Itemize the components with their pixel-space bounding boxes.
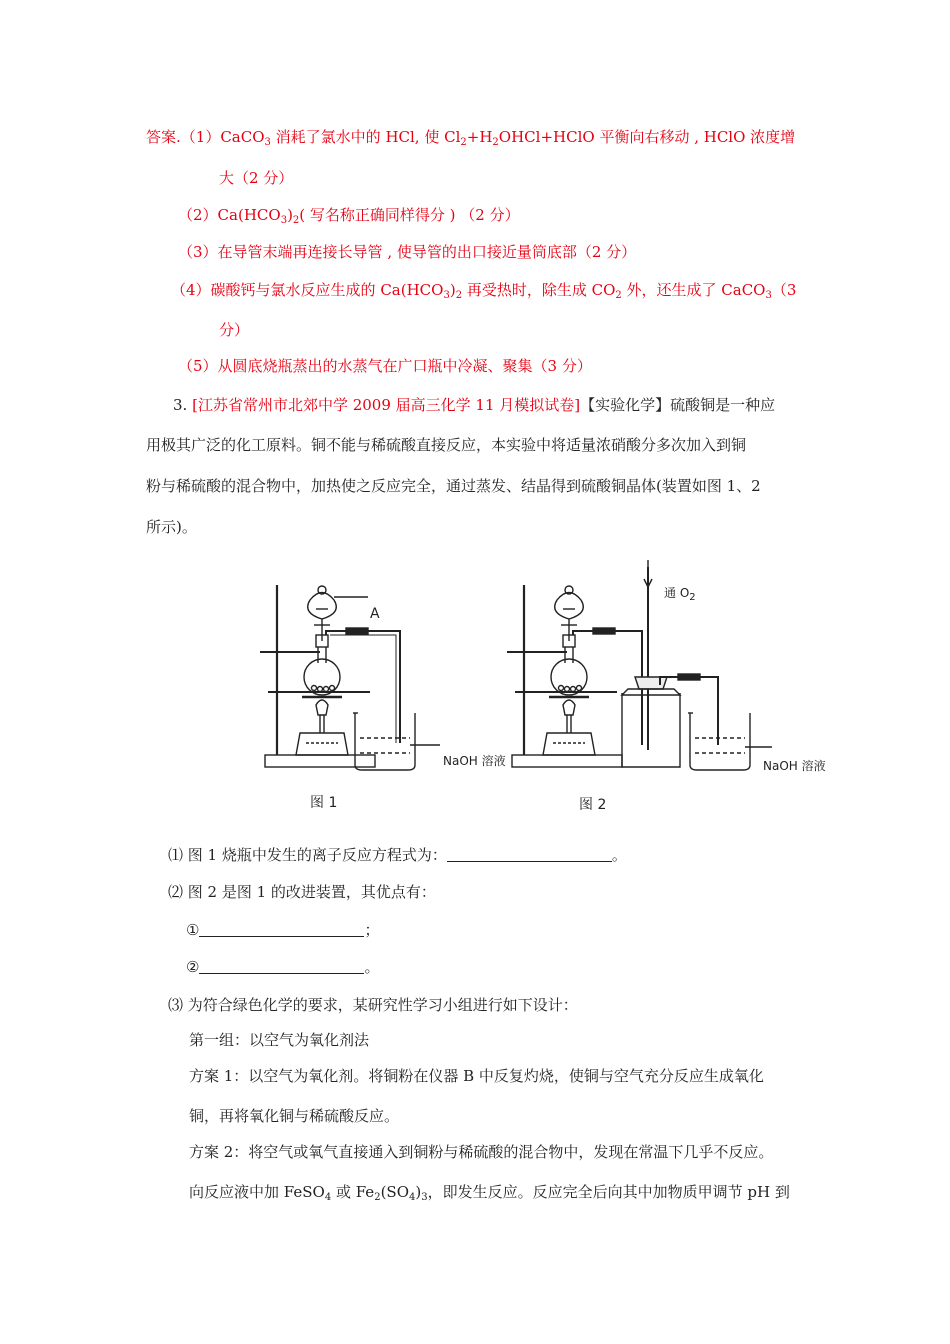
fig2-beaker xyxy=(690,713,750,770)
fig2-funnel-body xyxy=(555,593,584,620)
fig1-burner xyxy=(296,733,348,755)
fig1-flask-copper xyxy=(312,686,317,691)
q3-line-1: 3. [江苏省常州市北郊中学 2009 届高三化学 11 月模拟试卷]【实验化学】硫酸铜是一种应 xyxy=(173,396,776,414)
q3-line-2: 用极其广泛的化工原料。铜不能与稀硫酸直接反应，本实验中将适量浓硝酸分多次加入到铜 xyxy=(146,436,747,454)
fig2-flame xyxy=(563,700,575,715)
apparatus-drawing xyxy=(250,555,850,815)
fig2-label-naoh: NaOH 溶液 xyxy=(763,759,826,773)
fig1-delivery-tube-inner xyxy=(330,635,396,743)
plan-1-line-1: 方案 1：以空气为氧化剂。将铜粉在仪器 B 中反复灼烧，使铜与空气充分反应生成氧化 xyxy=(189,1067,764,1085)
plan-2-line-1: 方案 2：将空气或氧气直接通入到铜粉与稀硫酸的混合物中，发现在常温下几乎不反应。 xyxy=(189,1143,774,1161)
answer-line-5: （5）从圆底烧瓶蒸出的水蒸气在广口瓶中冷凝、聚集（3 分） xyxy=(178,357,592,375)
fig2-rubber-joint-1 xyxy=(593,628,615,634)
fig2-rubber-joint-2 xyxy=(678,674,700,680)
answer-blank-1[interactable] xyxy=(447,847,612,862)
fig1-caption: 图 1 xyxy=(310,795,338,811)
fig2-burner xyxy=(543,733,595,755)
fig1-flame xyxy=(316,700,328,715)
fig2-bottle xyxy=(622,693,680,767)
fig1-flask-copper xyxy=(324,687,329,692)
fig2-outlet-tube xyxy=(660,677,718,745)
fig1-flask-copper xyxy=(330,686,335,691)
question-2-item-1: ① ； xyxy=(186,921,380,939)
answer-line-4b: 分） xyxy=(219,321,250,339)
question-2-item-2: ② 。 xyxy=(186,958,380,976)
fig1-beaker xyxy=(355,713,415,770)
fig1-label-a: A xyxy=(370,606,380,622)
answer-line-1: 答案.（1）CaCO$_3$ 消耗了氯水中的 HCl, 使 $Cl_2+H_2OHCl+HClO$ 平衡向右移动 , HClO 浓度增 xyxy=(146,128,796,148)
fig2-bottle-stopper xyxy=(635,677,667,689)
answer-line-2: $(2)Ca(HCO_3)_2$( 写名称正确同样得分 ) （2 分） xyxy=(178,206,520,226)
q3-line-3: 粉与稀硫酸的混合物中，加热使之反应完全，通过蒸发、结晶得到硫酸铜晶体(装置如图 1、2 xyxy=(146,477,761,495)
fig2-stand-base xyxy=(512,755,622,767)
fig2-apparatus xyxy=(507,560,772,770)
fig1-stand-base xyxy=(265,755,375,767)
fig2-label-o2: 通 $O_2$ xyxy=(664,586,696,603)
plan-2-line-2: 向反应液中加 FeSO$_4$ 或 $Fe_2(SO_4)_3$，即发生反应。反应完全后向其中加物质甲调节 pH 到 xyxy=(189,1183,790,1203)
answer-line-3: （3）在导管末端再连接长导管 , 使导管的出口接近量筒底部（2 分） xyxy=(178,243,637,261)
fig2-flask-copper xyxy=(571,687,576,692)
fig1-rubber-joint xyxy=(346,628,368,634)
answer-label: 答案. xyxy=(146,128,181,146)
answer-blank-3[interactable] xyxy=(199,959,364,974)
q3-tag: 【实验化学】 xyxy=(580,396,671,414)
q3-source: [江苏省常州市北郊中学 2009 届高三化学 11 月模拟试卷] xyxy=(192,396,581,414)
answer-line-4: （4）碳酸钙与氯水反应生成的 $Ca(HCO_3)_2$ 再受热时，除生成 $CO_2$ 外，还生成了 CaCO$_3$（3 xyxy=(171,281,797,301)
question-3: ⑶ 为符合绿色化学的要求，某研究性学习小组进行如下设计： xyxy=(168,996,578,1014)
fig1-funnel-body xyxy=(308,593,337,620)
apparatus-figure xyxy=(250,555,850,815)
q3-line-4: 所示)。 xyxy=(146,518,197,536)
fig2-bottle-shoulder xyxy=(622,689,680,695)
fig2-flask-copper xyxy=(565,687,570,692)
fig1-label-naoh: NaOH 溶液 xyxy=(443,754,506,768)
fig2-flask-copper xyxy=(577,686,582,691)
question-2: ⑵ 图 2 是图 1 的改进装置，其优点有： xyxy=(168,883,436,901)
group-1-title: 第一组：以空气为氧化剂法 xyxy=(189,1031,370,1049)
fig2-flask-copper xyxy=(559,686,564,691)
fig1-flask-copper xyxy=(318,687,323,692)
answer-blank-2[interactable] xyxy=(199,922,364,937)
fig2-caption: 图 2 xyxy=(579,797,607,813)
answer-line-1b: 大（2 分） xyxy=(219,169,294,187)
question-1: ⑴ 图 1 烧瓶中发生的离子反应方程式为： 。 xyxy=(168,846,627,864)
fig1-apparatus xyxy=(260,585,440,770)
plan-1-line-2: 铜，再将氧化铜与稀硫酸反应。 xyxy=(189,1107,400,1125)
